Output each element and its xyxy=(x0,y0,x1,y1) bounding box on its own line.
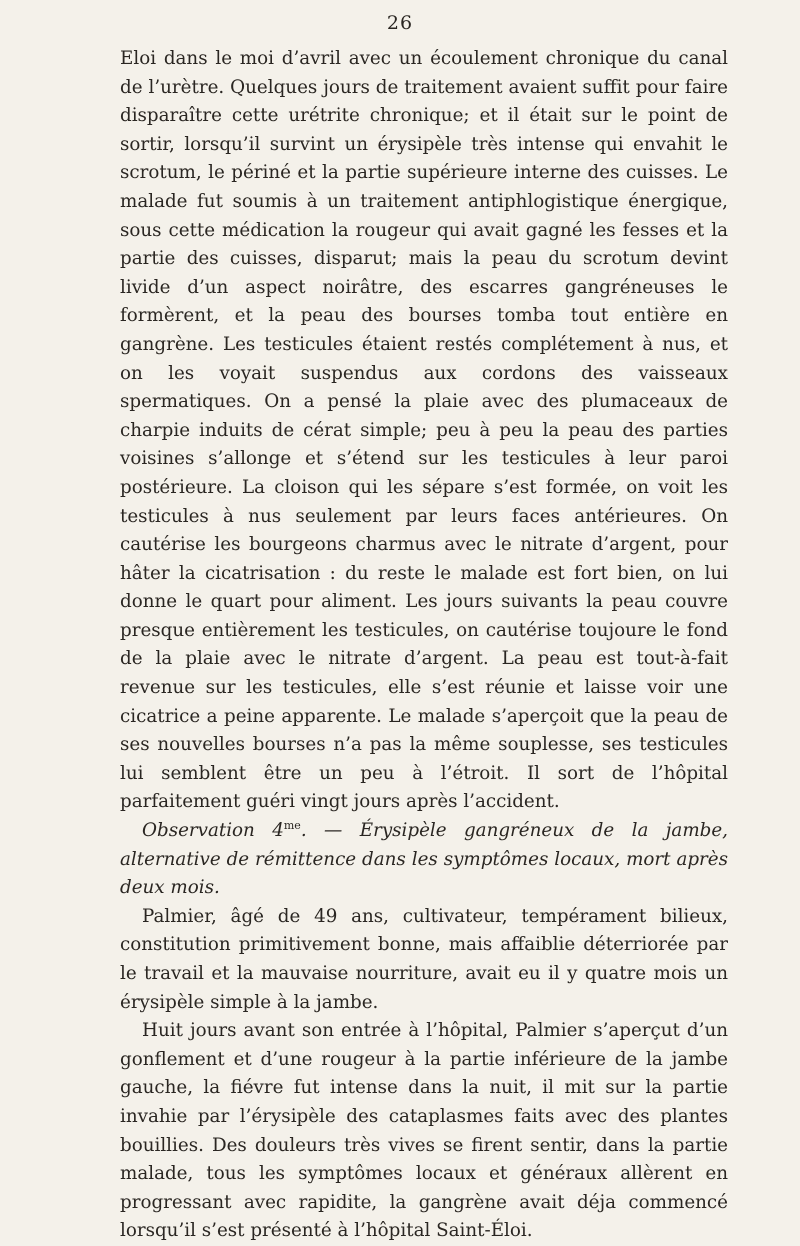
body-text xyxy=(120,45,728,1246)
observation-title-suffix: . — Érysipèle gangréneux de la jambe, alternative de rémittence dans les symptômes locaux, mort après deux mois. xyxy=(120,820,728,899)
paragraph-admission: Huit jours avant son entrée à l’hôpital, Palmier s’aperçut d’un gonflement et d’une rougeur à la partie inférieure de la jambe gauche, la fiévre fut intense dans la nuit, il mit sur la partie invahie par l’érysipèle des cataplasmes faits avec des plantes bouillies. Des douleurs très vives se firent sentir, dans la partie malade, tous les symptômes locaux et généraux allèrent en progressant avec rapidite, la gangrène avait déja commencé lorsqu’il s’est présenté à l’hôpital Saint-Éloi. xyxy=(120,1020,728,1242)
observation-title-prefix: Observation 4 xyxy=(142,820,284,842)
page-number: 26 xyxy=(386,12,414,34)
observation-heading xyxy=(120,817,728,903)
paragraph-patient-history: Palmier, âgé de 49 ans, cultivateur, tempérament bilieux, constitution primitivement bonne, mais affaiblie déterriorée par le travail et la mauvaise nourriture, avait eu il y quatre mois un érysipèle simple à la jambe. xyxy=(120,905,728,1013)
observation-title-superscript: me xyxy=(283,818,301,832)
paragraph-case-continuation: Eloi dans le moi d’avril avec un écoulement chronique du canal de l’urètre. Quelques jours de traitement avaient suffit pour faire disparaître cette urétrite chronique; et il était sur le point de sortir, lorsqu’il survint un érysipèle très intense qui envahit le scrotum, le périné et la partie supérieure interne des cuisses. Le malade fut soumis à un traitement antiphlogistique énergique, sous cette médication la rougeur qui avait gagné les fesses et la partie des cuisses, disparut; mais la peau du scrotum devint livide d’un aspect noirâtre, des escarres gangréneuses le formèrent, et la peau des bourses tomba tout entière en gangrène. Les testicules étaient restés complétement à nus, et on les voyait suspendus aux cordons des vaisseaux spermatiques. On a pensé la plaie avec des plumaceaux de charpie induits de cérat simple; peu à peu la peau des parties voisines s’allonge et s’étend sur les testicules à leur paroi postérieure. La cloison qui les sépare s’est formée, on voit les testicules à nus seulement par leurs faces antérieures. On cautérise les bourgeons charmus avec le nitrate d’argent, pour hâter la cicatrisation : du reste le malade est fort bien, on lui donne le quart pour aliment. Les jours suivants la peau couvre presque entièrement les testicules, on cautérise toujoure le fond de la plaie avec le nitrate d’argent. La peau est tout-à-fait revenue sur les testicules, elle s’est réunie et laisse voir une cicatrice a peine apparente. Le malade s’aperçoit que la peau de ses nouvelles bourses n’a pas la même souplesse, ses testicules lui semblent être un peu à l’étroit. Il sort de l’hôpital parfaitement guéri vingt jours après l’accident. xyxy=(120,48,728,813)
